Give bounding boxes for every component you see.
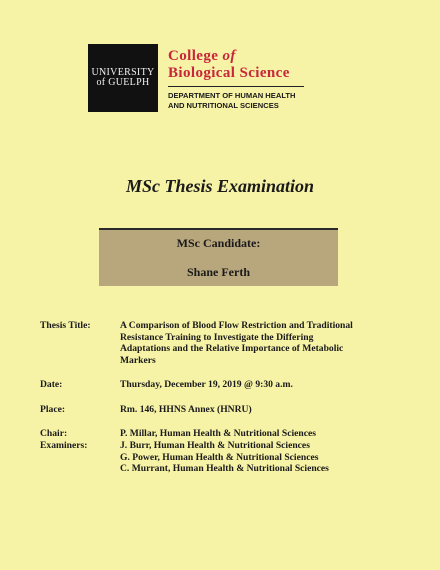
exam-title: MSc Thesis Examination (125, 176, 315, 196)
candidate-label: MSc Candidate: (176, 236, 261, 250)
department-line-2: AND NUTRITIONAL SCIENCES (168, 101, 279, 110)
chair-value: P. Millar, Human Health & Nutritional Sciences (120, 428, 316, 439)
thesis-title-line: Markers (120, 354, 156, 366)
college-name (168, 48, 290, 82)
thesis-title-line: A Comparison of Blood Flow Restriction and Traditional (120, 320, 353, 331)
candidate-name: Shane Ferth (187, 265, 250, 279)
college-word: College (168, 48, 223, 64)
examiner-item: J. Burr, Human Health & Nutritional Sciences (120, 440, 310, 451)
date-value: Thursday, December 19, 2019 @ 9:30 a.m. (120, 379, 293, 390)
department-line-1: DEPARTMENT OF HUMAN HEALTH (168, 91, 296, 100)
examiners-label: Examiners: (40, 440, 88, 451)
logo-line-1: UNIVERSITY (91, 67, 155, 78)
department-divider (168, 86, 304, 87)
university-logo (88, 44, 158, 112)
department-name (168, 91, 296, 111)
thesis-title-line: Resistance Training to Investigate the Differing (120, 331, 314, 343)
candidate-box (99, 228, 338, 286)
chair-label: Chair: (40, 428, 68, 439)
thesis-title-line: Adaptations and the Relative Importance of Metabolic (120, 343, 344, 355)
examiner-item: G. Power, Human Health & Nutritional Sciences (120, 451, 319, 463)
examiner-item: C. Murrant, Human Health & Nutritional Sciences (120, 463, 329, 475)
place-label: Place: (40, 404, 66, 415)
place-value: Rm. 146, HHNS Annex (HNRU) (120, 404, 252, 415)
thesis-title-value (120, 320, 400, 366)
college-of: of (222, 48, 236, 64)
college-subject: Biological Science (168, 65, 290, 81)
examiners-list (120, 440, 400, 475)
date-label: Date: (40, 379, 63, 390)
thesis-title-label: Thesis Title: (40, 320, 91, 331)
logo-line-2: of GUELPH (96, 77, 150, 88)
